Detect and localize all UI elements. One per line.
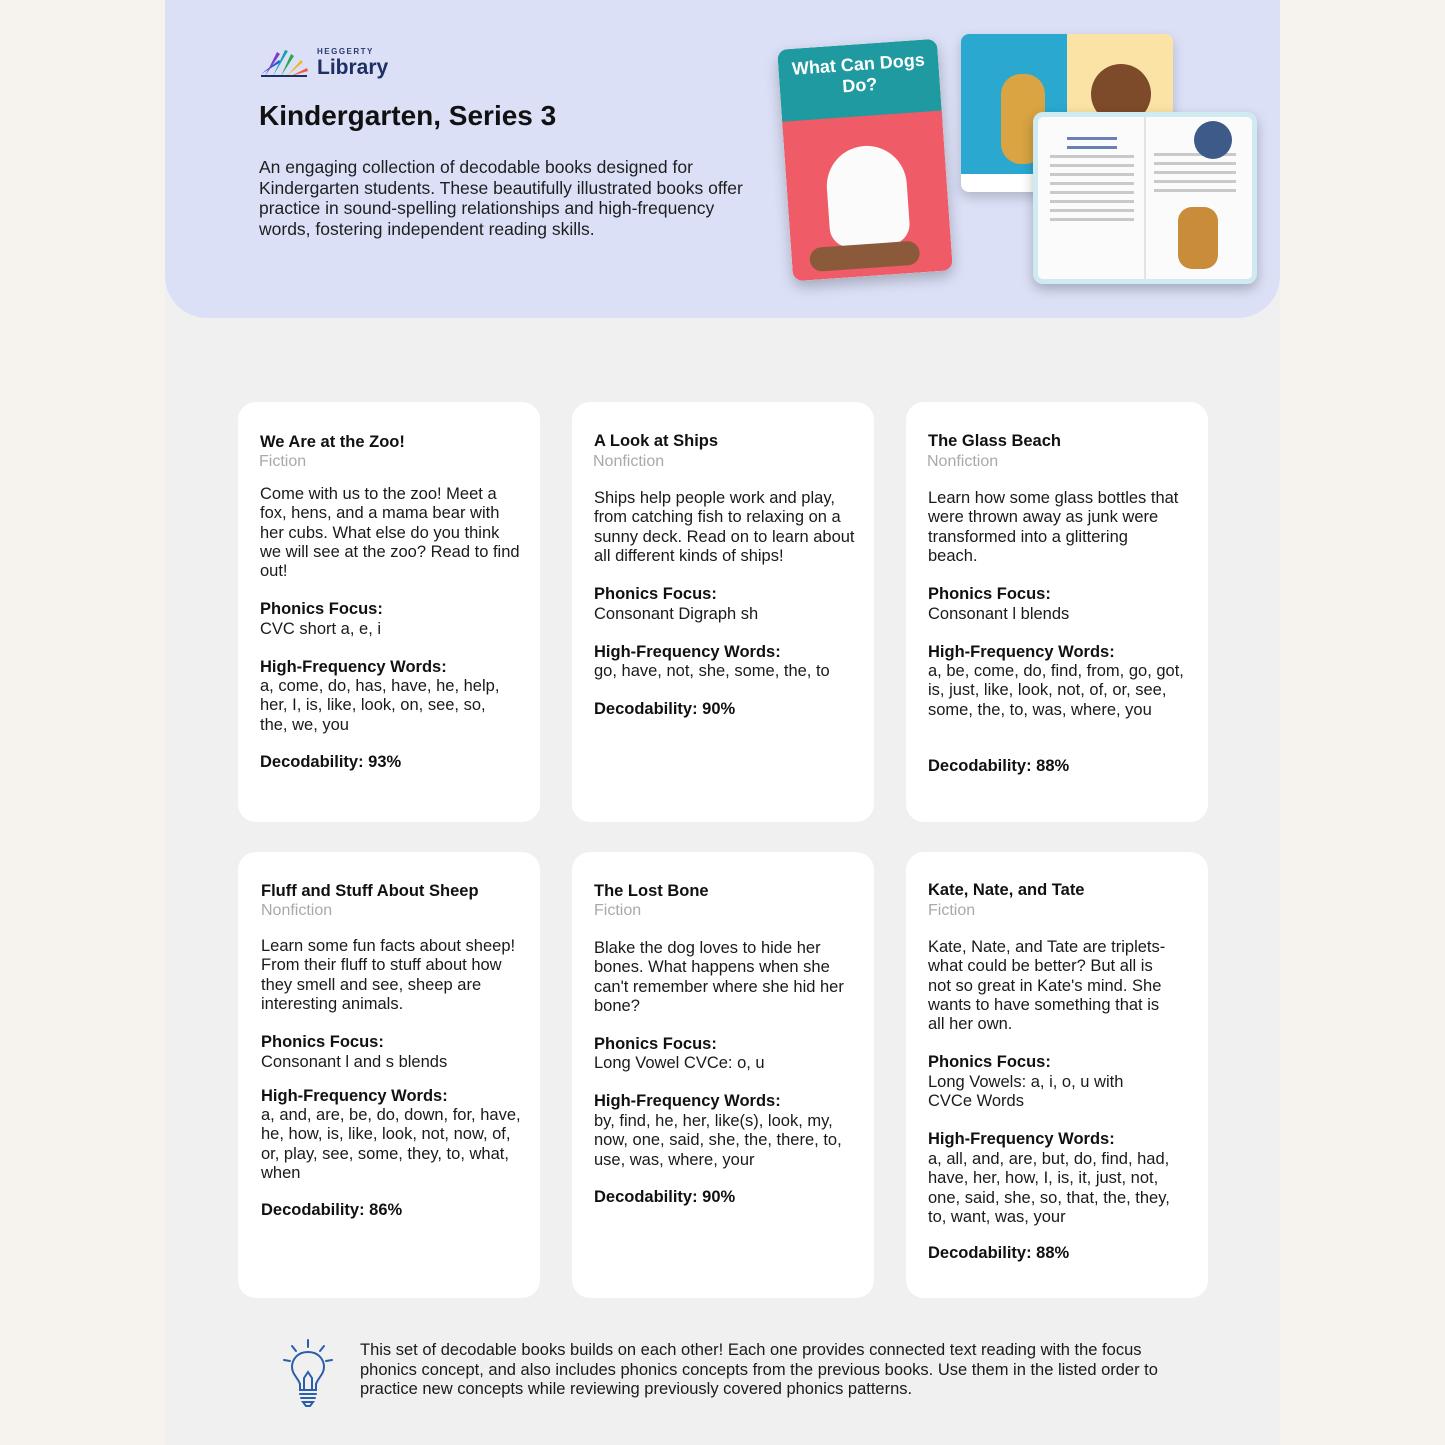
phonics-value: Consonant Digraph sh [594, 605, 759, 623]
phonics-value: Consonant l and s blends [261, 1053, 448, 1071]
phonics-value: Consonant l blends [928, 605, 1070, 623]
book-description: Learn some fun facts about sheep! From their fluff to stuff about how they smell and see, sheep are interesting animals. [261, 937, 516, 1013]
hero-banner [165, 0, 1280, 318]
book-genre: Fiction [594, 902, 642, 919]
book-genre: Nonfiction [261, 902, 333, 919]
hfw-heading: High-Frequency Words: [928, 1130, 1115, 1148]
hfw-heading: High-Frequency Words: [594, 1092, 781, 1110]
phonics-value: Long Vowel CVCe: o, u [594, 1054, 765, 1072]
book-back-pages-image [1033, 112, 1257, 284]
book-genre: Fiction [259, 453, 307, 470]
book-card [906, 402, 1208, 822]
book-genre: Nonfiction [927, 453, 999, 470]
book-title: A Look at Ships [594, 432, 719, 450]
book-title: Kate, Nate, and Tate [928, 881, 1085, 899]
hfw-heading: High-Frequency Words: [594, 643, 781, 661]
brand-name: HEGGERTY [317, 47, 374, 56]
phonics-heading: Phonics Focus: [594, 585, 717, 603]
phonics-value: CVC short a, e, i [260, 620, 382, 638]
book-card [572, 402, 874, 822]
hfw-heading: High-Frequency Words: [928, 643, 1115, 661]
library-name: Library [317, 56, 389, 79]
decodability: Decodability: 93% [260, 753, 402, 771]
book-card [572, 852, 874, 1298]
book-card [238, 402, 540, 822]
phonics-heading: Phonics Focus: [594, 1035, 717, 1053]
book-title: The Glass Beach [928, 432, 1061, 450]
book-description: Ships help people work and play, from catching fish to relaxing on a sunny deck. Read on to learn about all different kinds of ships! [594, 489, 855, 565]
book-cover-image [777, 39, 953, 282]
book-description: Blake the dog loves to hide her bones. What happens when she can't remember where she hid her bone? [594, 939, 844, 1015]
book-description: Kate, Nate, and Tate are triplets-what could be better? But all is not so great in Kate's mind. She wants to have something that is all her own. [928, 938, 1166, 1034]
book-card [906, 852, 1208, 1298]
hfw-value: a, and, are, be, do, down, for, have, he, how, is, like, look, not, now, of, or, play, see, some, they, to, what, when [261, 1106, 521, 1182]
hfw-value: a, all, and, are, but, do, find, had, have, her, how, I, is, it, just, not, one, said, she, so, that, the, they, to, want, was, your [928, 1150, 1170, 1226]
book-title: We Are at the Zoo! [260, 433, 405, 451]
book-description: Learn how some glass bottles that were thrown away as junk were transformed into a glittering beach. [928, 489, 1179, 565]
book-title: The Lost Bone [594, 882, 709, 900]
book-title: Fluff and Stuff About Sheep [261, 882, 479, 900]
page [165, 0, 1280, 1445]
hfw-value: a, be, come, do, find, from, go, got, is, just, like, look, not, of, or, see, some, the, to, was, where, you [928, 662, 1184, 719]
decodability: Decodability: 90% [594, 700, 736, 718]
book-genre: Nonfiction [593, 453, 665, 470]
phonics-value: Long Vowels: a, i, o, u with CVCe Words [928, 1073, 1124, 1111]
hfw-heading: High-Frequency Words: [260, 658, 447, 676]
phonics-heading: Phonics Focus: [928, 1053, 1051, 1071]
decodability: Decodability: 88% [928, 1244, 1070, 1262]
page-title: Kindergarten, Series 3 [259, 100, 557, 131]
hfw-heading: High-Frequency Words: [261, 1087, 448, 1105]
rainbow-logo-icon [259, 48, 309, 78]
hfw-value: by, find, he, her, like(s), look, my, now, one, said, she, the, there, to, use, was, where, your [594, 1112, 842, 1169]
book-card [238, 852, 540, 1298]
lightbulb-icon [280, 1338, 336, 1408]
hfw-value: a, come, do, has, have, he, help, her, I, is, like, look, on, see, so, the, we, you [260, 677, 500, 734]
cover-title: What Can Dogs Do? [777, 39, 942, 132]
intro-text: An engaging collection of decodable books designed for Kindergarten students. These beautifully illustrated books offer practice in sound-spelling relationships and high-frequency words, fostering independent reading skills. [259, 157, 743, 239]
book-description: Come with us to the zoo! Meet a fox, hens, and a mama bear with her cubs. What else do you think we will see at the zoo? Read to find out! [260, 485, 520, 581]
heggerty-library-logo [259, 48, 388, 78]
series-note: This set of decodable books builds on each other! Each one provides connected text reading with the focus phonics concept, and also includes phonics concepts from the previous books. Use them in the listed order to practice new concepts while reviewing previously covered phonics patterns. [360, 1341, 1158, 1398]
decodability: Decodability: 88% [928, 757, 1070, 775]
phonics-heading: Phonics Focus: [261, 1033, 384, 1051]
book-genre: Fiction [928, 902, 976, 919]
hfw-value: go, have, not, she, some, the, to [594, 662, 830, 680]
phonics-heading: Phonics Focus: [928, 585, 1051, 603]
decodability: Decodability: 90% [594, 1188, 736, 1206]
decodability: Decodability: 86% [261, 1201, 403, 1219]
cover-illustration [782, 111, 953, 282]
phonics-heading: Phonics Focus: [260, 600, 383, 618]
